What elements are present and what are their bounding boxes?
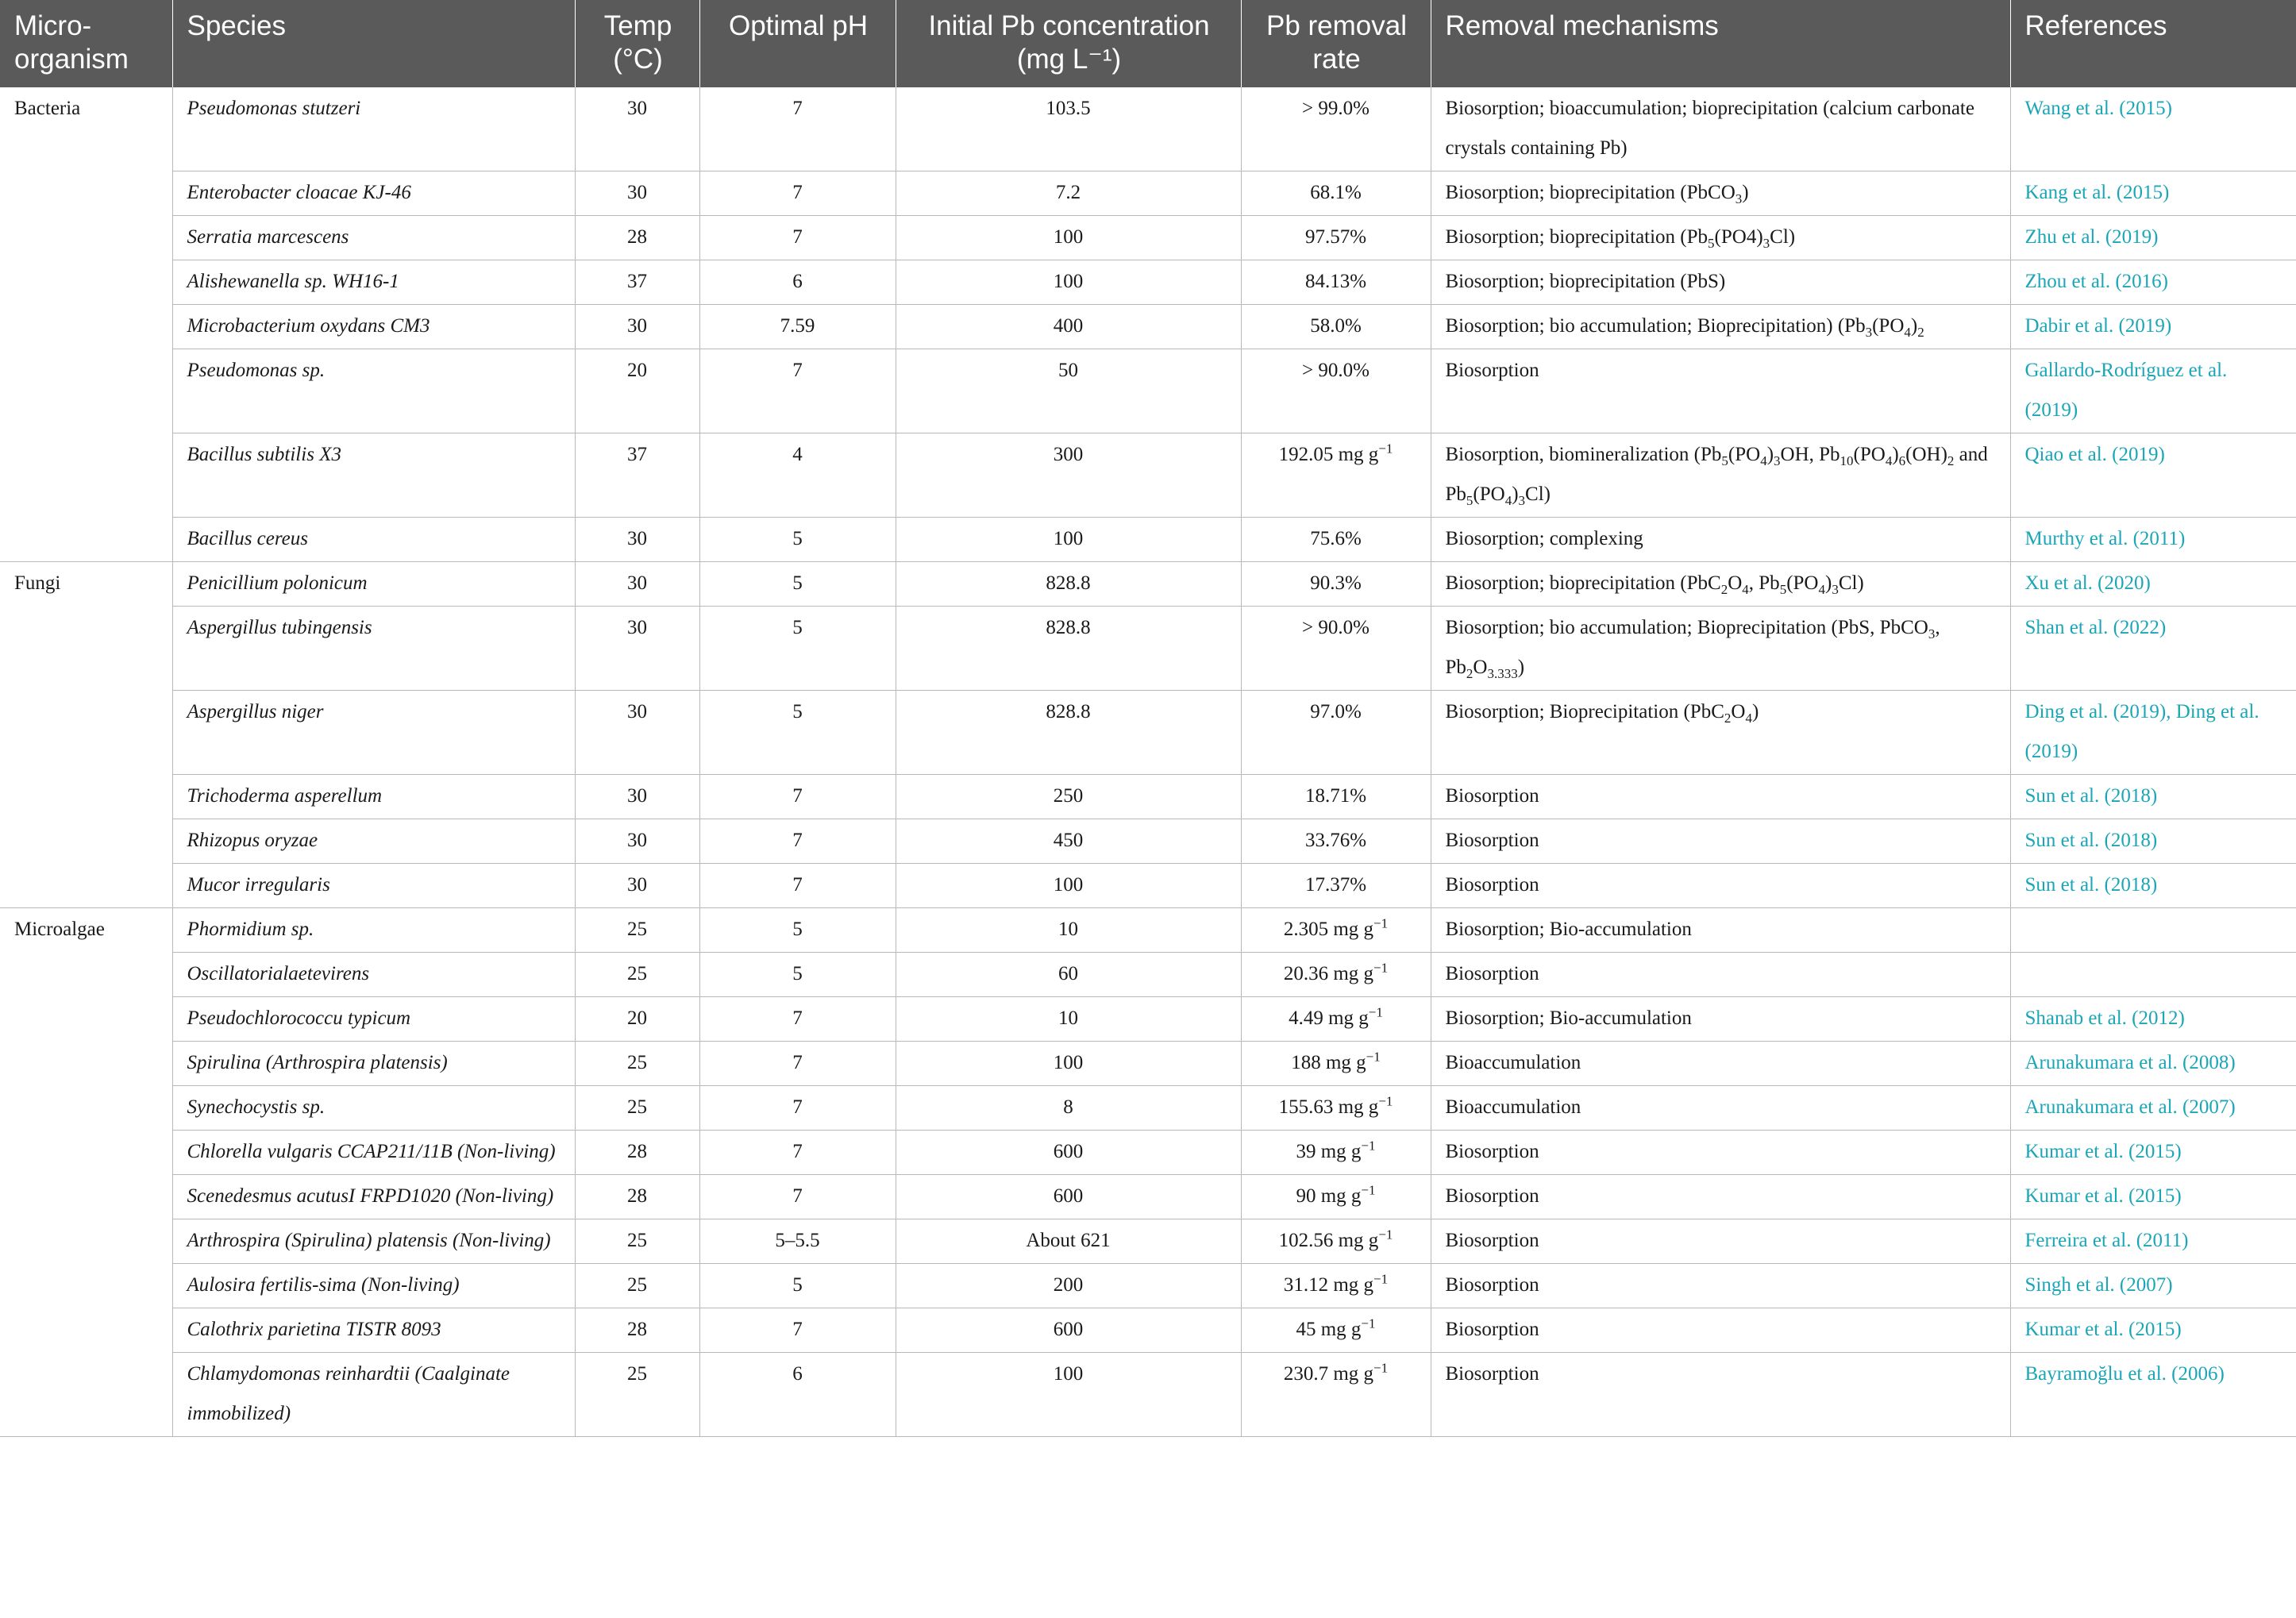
header-initial-concentration <box>896 0 1241 87</box>
mechanism-cell: Biosorption <box>1431 349 2010 433</box>
ph-cell: 6 <box>699 260 896 305</box>
concentration-cell: 400 <box>896 305 1241 349</box>
removal-rate-cell: 97.0% <box>1241 691 1431 775</box>
concentration-cell: 600 <box>896 1175 1241 1219</box>
concentration-cell: 100 <box>896 216 1241 260</box>
reference-link[interactable]: Bayramoğlu et al. (2006) <box>2010 1353 2296 1437</box>
concentration-cell: 10 <box>896 908 1241 953</box>
removal-rate-cell: 45 mg $g^{-1}$ <box>1241 1308 1431 1353</box>
table-row <box>0 908 2296 953</box>
ph-cell: 7 <box>699 997 896 1042</box>
temp-cell: 30 <box>575 171 699 216</box>
removal-rate-cell: > 90.0% <box>1241 607 1431 691</box>
removal-rate-cell: 155.63 mg $g^{-1}$ <box>1241 1086 1431 1131</box>
removal-rate-cell: 20.36 mg $g^{-1}$ <box>1241 953 1431 997</box>
concentration-cell: 100 <box>896 864 1241 908</box>
reference-link[interactable]: Sun et al. (2018) <box>2010 819 2296 864</box>
header-references <box>2010 0 2296 87</box>
group-label: Microalgae <box>0 908 172 1437</box>
temp-cell: 25 <box>575 1264 699 1308</box>
removal-rate-cell: 17.37% <box>1241 864 1431 908</box>
ph-cell: 7 <box>699 1308 896 1353</box>
ph-cell: 5 <box>699 953 896 997</box>
species-cell: Aulosira fertilis-sima (Non-living) <box>172 1264 575 1308</box>
concentration-cell: 200 <box>896 1264 1241 1308</box>
concentration-cell: 828.8 <box>896 607 1241 691</box>
reference-link[interactable]: Xu et al. (2020) <box>2010 562 2296 607</box>
table-row <box>0 87 2296 171</box>
table-row <box>0 1086 2296 1131</box>
reference-link[interactable]: Sun et al. (2018) <box>2010 775 2296 819</box>
table-body <box>0 87 2296 1437</box>
temp-cell: 37 <box>575 260 699 305</box>
temp-cell: 30 <box>575 775 699 819</box>
concentration-cell: 300 <box>896 433 1241 518</box>
temp-cell: 25 <box>575 908 699 953</box>
concentration-cell: 50 <box>896 349 1241 433</box>
header-label: Micro- organism <box>14 10 129 75</box>
species-cell: Oscillatorialaetevirens <box>172 953 575 997</box>
species-cell: Chlorella vulgaris CCAP211/11B (Non-living) <box>172 1131 575 1175</box>
species-cell: Aspergillus tubingensis <box>172 607 575 691</box>
temp-cell: 20 <box>575 997 699 1042</box>
species-cell: Rhizopus oryzae <box>172 819 575 864</box>
temp-cell: 25 <box>575 1042 699 1086</box>
ph-cell: 7 <box>699 819 896 864</box>
concentration-cell: 103.5 <box>896 87 1241 171</box>
temp-cell: 30 <box>575 87 699 171</box>
mechanism-cell: Biosorption <box>1431 1131 2010 1175</box>
ph-cell: 7 <box>699 216 896 260</box>
species-cell: Arthrospira (Spirulina) platensis (Non-living) <box>172 1219 575 1264</box>
mechanism-cell: Biosorption <box>1431 953 2010 997</box>
table-row <box>0 349 2296 433</box>
temp-cell: 28 <box>575 1308 699 1353</box>
table-row <box>0 518 2296 562</box>
species-cell: Bacillus cereus <box>172 518 575 562</box>
mechanism-cell: Biosorption; Bio-accumulation <box>1431 908 2010 953</box>
concentration-cell: 7.2 <box>896 171 1241 216</box>
temp-cell: 30 <box>575 518 699 562</box>
removal-rate-cell: 18.71% <box>1241 775 1431 819</box>
temp-cell: 30 <box>575 562 699 607</box>
removal-rate-cell: 58.0% <box>1241 305 1431 349</box>
header-label: Initial Pb concentration (mg L⁻¹) <box>928 10 1210 75</box>
removal-rate-cell: 75.6% <box>1241 518 1431 562</box>
reference-link[interactable]: Arunakumara et al. (2008) <box>2010 1042 2296 1086</box>
temp-cell: 30 <box>575 819 699 864</box>
species-cell: Scenedesmus acutusI FRPD1020 (Non-living) <box>172 1175 575 1219</box>
temp-cell: 25 <box>575 1353 699 1437</box>
temp-cell: 25 <box>575 1086 699 1131</box>
ph-cell: 7 <box>699 87 896 171</box>
species-cell: Phormidium sp. <box>172 908 575 953</box>
species-cell: Mucor irregularis <box>172 864 575 908</box>
ph-cell: 5 <box>699 691 896 775</box>
mechanism-cell: Biosorption <box>1431 1353 2010 1437</box>
species-cell: Pseudomonas stutzeri <box>172 87 575 171</box>
header-label: Species <box>187 10 287 41</box>
reference-link[interactable]: Sun et al. (2018) <box>2010 864 2296 908</box>
ph-cell: 7 <box>699 1175 896 1219</box>
mechanism-cell: Biosorption; bioprecipitation (PbS) <box>1431 260 2010 305</box>
reference-link[interactable]: Gallardo-Rodríguez et al. (2019) <box>2010 349 2296 433</box>
concentration-cell: 828.8 <box>896 691 1241 775</box>
concentration-cell: 100 <box>896 518 1241 562</box>
mechanism-cell: Biosorption; complexing <box>1431 518 2010 562</box>
concentration-cell: 600 <box>896 1308 1241 1353</box>
removal-rate-cell: 90 mg $g^{-1}$ <box>1241 1175 1431 1219</box>
table-row <box>0 997 2296 1042</box>
removal-rate-cell: 192.05 mg $g^{-1}$ <box>1241 433 1431 518</box>
table-row <box>0 691 2296 775</box>
reference-link <box>2010 953 2296 997</box>
table-row <box>0 1353 2296 1437</box>
removal-rate-cell: 31.12 mg $g^{-1}$ <box>1241 1264 1431 1308</box>
reference-link[interactable]: Ferreira et al. (2011) <box>2010 1219 2296 1264</box>
table-row <box>0 1264 2296 1308</box>
mechanism-cell: Biosorption <box>1431 1308 2010 1353</box>
ph-cell: 6 <box>699 1353 896 1437</box>
species-cell: Alishewanella sp. WH16-1 <box>172 260 575 305</box>
table-row <box>0 171 2296 216</box>
ph-cell: 5 <box>699 562 896 607</box>
mechanism-cell: Bioaccumulation <box>1431 1086 2010 1131</box>
reference-link[interactable]: Singh et al. (2007) <box>2010 1264 2296 1308</box>
header-microorganism <box>0 0 172 87</box>
removal-rate-cell: 90.3% <box>1241 562 1431 607</box>
temp-cell: 30 <box>575 305 699 349</box>
removal-rate-cell: 33.76% <box>1241 819 1431 864</box>
temp-cell: 28 <box>575 1175 699 1219</box>
removal-rate-cell: 4.49 mg $g^{-1}$ <box>1241 997 1431 1042</box>
concentration-cell: 8 <box>896 1086 1241 1131</box>
species-cell: Trichoderma asperellum <box>172 775 575 819</box>
mechanism-cell: Biosorption; Bio-accumulation <box>1431 997 2010 1042</box>
table-row <box>0 953 2296 997</box>
species-cell: Microbacterium oxydans CM3 <box>172 305 575 349</box>
species-cell: Pseudomonas sp. <box>172 349 575 433</box>
removal-rate-cell: 39 mg $g^{-1}$ <box>1241 1131 1431 1175</box>
mechanism-cell: Biosorption <box>1431 864 2010 908</box>
header-removal-mechanisms <box>1431 0 2010 87</box>
ph-cell: 5 <box>699 908 896 953</box>
header-label: Optimal pH <box>728 10 869 41</box>
header-label: Pb removal rate <box>1265 10 1408 75</box>
table-row <box>0 1042 2296 1086</box>
mechanism-cell: Biosorption <box>1431 1219 2010 1264</box>
mechanism-cell: Bioaccumulation <box>1431 1042 2010 1086</box>
temp-cell: 25 <box>575 953 699 997</box>
mechanism-cell: Biosorption; bioprecipitation $(Pb_5(PO4)_3Cl)$ <box>1431 216 2010 260</box>
header-temp <box>575 0 699 87</box>
removal-rate-cell: 68.1% <box>1241 171 1431 216</box>
group-label: Bacteria <box>0 87 172 562</box>
table-row <box>0 1308 2296 1353</box>
table-row <box>0 1131 2296 1175</box>
table-row <box>0 562 2296 607</box>
mechanism-cell: Biosorption <box>1431 775 2010 819</box>
header-optimal-ph <box>699 0 896 87</box>
reference-link[interactable]: Zhou et al. (2016) <box>2010 260 2296 305</box>
ph-cell: 7.59 <box>699 305 896 349</box>
header-label: Temp (°C) <box>603 10 672 75</box>
reference-link <box>2010 908 2296 953</box>
table-row <box>0 305 2296 349</box>
concentration-cell: About 621 <box>896 1219 1241 1264</box>
ph-cell: 5 <box>699 607 896 691</box>
removal-rate-cell: 2.305 mg $g^{-1}$ <box>1241 908 1431 953</box>
ph-cell: 7 <box>699 349 896 433</box>
table-row <box>0 864 2296 908</box>
ph-cell: 7 <box>699 1086 896 1131</box>
ph-cell: 7 <box>699 171 896 216</box>
species-cell: Aspergillus niger <box>172 691 575 775</box>
concentration-cell: 60 <box>896 953 1241 997</box>
temp-cell: 30 <box>575 864 699 908</box>
concentration-cell: 100 <box>896 1042 1241 1086</box>
temp-cell: 37 <box>575 433 699 518</box>
reference-link[interactable]: Dabir et al. (2019) <box>2010 305 2296 349</box>
group-label: Fungi <box>0 562 172 908</box>
header-removal-rate <box>1241 0 1431 87</box>
mechanism-cell: Biosorption, biomineralization ($Pb_5(PO_4)_3OH$, $Pb_{10}(PO_4)_6(OH)_2$ and $Pb_5(PO_4)_3Cl$) <box>1431 433 2010 518</box>
ph-cell: 7 <box>699 1042 896 1086</box>
removal-rate-cell: > 90.0% <box>1241 349 1431 433</box>
mechanism-cell: Biosorption; bio accumulation; Bioprecipitation (PbS, PbCO$_3$, $Pb_2O_{3.333}$) <box>1431 607 2010 691</box>
removal-rate-cell: 102.56 mg $g^{-1}$ <box>1241 1219 1431 1264</box>
reference-link[interactable]: Kumar et al. (2015) <box>2010 1175 2296 1219</box>
species-cell: Enterobacter cloacae KJ-46 <box>172 171 575 216</box>
concentration-cell: 10 <box>896 997 1241 1042</box>
ph-cell: 7 <box>699 1131 896 1175</box>
concentration-cell: 828.8 <box>896 562 1241 607</box>
mechanism-cell: Biosorption; bioprecipitation (PbCO$_3$) <box>1431 171 2010 216</box>
species-cell: Serratia marcescens <box>172 216 575 260</box>
species-cell: Calothrix parietina TISTR 8093 <box>172 1308 575 1353</box>
table-row <box>0 1175 2296 1219</box>
table-row <box>0 433 2296 518</box>
table-row <box>0 260 2296 305</box>
ph-cell: 5–5.5 <box>699 1219 896 1264</box>
ph-cell: 7 <box>699 775 896 819</box>
table-row <box>0 607 2296 691</box>
concentration-cell: 600 <box>896 1131 1241 1175</box>
temp-cell: 28 <box>575 1131 699 1175</box>
temp-cell: 30 <box>575 607 699 691</box>
table-row <box>0 216 2296 260</box>
species-cell: Penicillium polonicum <box>172 562 575 607</box>
species-cell: Pseudochlorococcu typicum <box>172 997 575 1042</box>
reference-link[interactable]: Murthy et al. (2011) <box>2010 518 2296 562</box>
header-label: References <box>2024 10 2167 41</box>
concentration-cell: 250 <box>896 775 1241 819</box>
species-cell: Bacillus subtilis X3 <box>172 433 575 518</box>
ph-cell: 4 <box>699 433 896 518</box>
mechanism-cell: Biosorption; Bioprecipitation $(PbC_2O_4)$ <box>1431 691 2010 775</box>
removal-rate-cell: 97.57% <box>1241 216 1431 260</box>
reference-link[interactable]: Ding et al. (2019), Ding et al. (2019) <box>2010 691 2296 775</box>
concentration-cell: 450 <box>896 819 1241 864</box>
ph-cell: 5 <box>699 518 896 562</box>
temp-cell: 28 <box>575 216 699 260</box>
ph-cell: 5 <box>699 1264 896 1308</box>
species-cell: Synechocystis sp. <box>172 1086 575 1131</box>
temp-cell: 25 <box>575 1219 699 1264</box>
table-row <box>0 1219 2296 1264</box>
concentration-cell: 100 <box>896 1353 1241 1437</box>
reference-link[interactable]: Zhu et al. (2019) <box>2010 216 2296 260</box>
temp-cell: 20 <box>575 349 699 433</box>
mechanism-cell: Biosorption; bioprecipitation ($PbC_2O_4$, $Pb_5(PO_4)_3Cl$) <box>1431 562 2010 607</box>
species-cell: Spirulina (Arthrospira platensis) <box>172 1042 575 1086</box>
reference-link[interactable]: Kumar et al. (2015) <box>2010 1131 2296 1175</box>
table-row <box>0 775 2296 819</box>
reference-link[interactable]: Kang et al. (2015) <box>2010 171 2296 216</box>
mechanism-cell: Biosorption; bio accumulation; Bioprecipitation) ($Pb_3(PO_4)_2$ <box>1431 305 2010 349</box>
ph-cell: 7 <box>699 864 896 908</box>
mechanism-cell: Biosorption <box>1431 819 2010 864</box>
removal-rate-cell: > 99.0% <box>1241 87 1431 171</box>
removal-rate-cell: 188 mg $g^{-1}$ <box>1241 1042 1431 1086</box>
concentration-cell: 100 <box>896 260 1241 305</box>
reference-link[interactable]: Shan et al. (2022) <box>2010 607 2296 691</box>
temp-cell: 30 <box>575 691 699 775</box>
reference-link[interactable]: Arunakumara et al. (2007) <box>2010 1086 2296 1131</box>
header-species <box>172 0 575 87</box>
header-row <box>0 0 2296 87</box>
header-label: Removal mechanisms <box>1445 10 1719 41</box>
mechanism-cell: Biosorption <box>1431 1175 2010 1219</box>
table-row <box>0 819 2296 864</box>
removal-rate-cell: 230.7 mg $g^{-1}$ <box>1241 1353 1431 1437</box>
species-cell: Chlamydomonas reinhardtii (Caalginate immobilized) <box>172 1353 575 1437</box>
reference-link[interactable]: Shanab et al. (2012) <box>2010 997 2296 1042</box>
removal-rate-cell: 84.13% <box>1241 260 1431 305</box>
reference-link[interactable]: Wang et al. (2015) <box>2010 87 2296 171</box>
mechanism-cell: Biosorption; bioaccumulation; bioprecipitation (calcium carbonate crystals containing Pb) <box>1431 87 2010 171</box>
reference-link[interactable]: Kumar et al. (2015) <box>2010 1308 2296 1353</box>
mechanism-cell: Biosorption <box>1431 1264 2010 1308</box>
reference-link[interactable]: Qiao et al. (2019) <box>2010 433 2296 518</box>
